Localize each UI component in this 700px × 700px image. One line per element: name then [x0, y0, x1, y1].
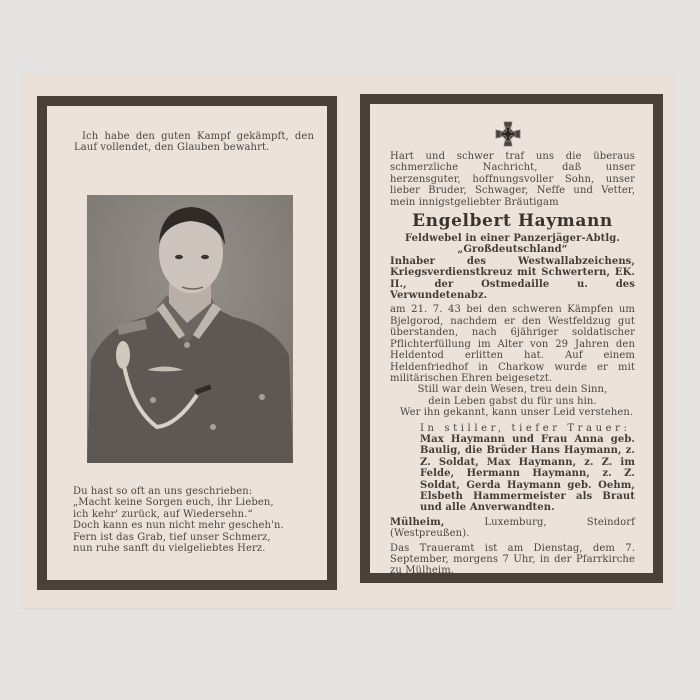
motto-text: Ich habe den guten Kampf gekämpft, den Lauf vollendet, den Glauben bewahrt. — [74, 131, 314, 154]
poem-line: Fern ist das Grab, tief unser Schmerz, — [73, 531, 271, 543]
poem-line: Doch kann es nun nicht mehr gescheh'n. — [73, 520, 284, 532]
places-rest: Luxemburg, Steindorf (Westpreußen). — [390, 516, 635, 540]
poem-line: Du hast so oft an uns geschrieben: — [73, 486, 253, 497]
death-details-paragraph: am 21. 7. 43 bei den schweren Kämpfen um Bjelgorod, nachdem er den Westfeldzug gut überstanden, nach 6jähriger soldatischer Pflichterfüllung im Alter von 29 Jahren den Heldentod erlitten hat. Auf einem Heldenfriedhof in Charkow wurde er mit militärischen Ehren beigesetzt. — [390, 304, 635, 384]
place-muelheim: Mülheim, — [390, 516, 445, 528]
mourners-list: Max Haymann und Frau Anna geb. Baulig, die Brüder Hans Haymann, z. Z. Soldat, Max Haymann, z. Z. im Felde, Hermann Haymann, z. Z. Soldat, Gerda Haymann geb. Oehm, Elsbeth Hammermeister als Braut und alle Anverwandten. — [420, 433, 635, 514]
iron-cross-icon — [495, 121, 521, 147]
unit-line: „Großdeutschland“ — [457, 244, 568, 256]
memorial-poem — [73, 486, 318, 554]
places-line — [390, 517, 635, 540]
poem-line: ich kehr' zurück, auf Wiedersehn.“ — [73, 508, 253, 520]
rank-line: Feldwebel in einer Panzerjäger-Abtlg. — [405, 233, 620, 245]
obituary-text — [390, 151, 635, 577]
portrait-image-icon — [87, 195, 293, 463]
verse-line-3: Wer ihn gekannt, kann unser Leid verstehen. — [400, 407, 634, 419]
deceased-name: Engelbert Haymann — [412, 211, 613, 232]
soldier-portrait-photo — [87, 195, 293, 463]
mourning-header: In stiller, tiefer Trauer: — [420, 422, 631, 434]
poem-line: „Macht keine Sorgen euch, ihr Lieben, — [73, 497, 274, 509]
verse-line-1: Still war dein Wesen, treu dein Sinn, — [417, 384, 608, 396]
poem-line: nun ruhe sanft du vielgeliebtes Herz. — [73, 543, 266, 555]
decorations-paragraph: Inhaber des Westwallabzeichens, Kriegsverdienstkreuz mit Schwertern, EK. II., der Ostmedaille u. des Verwundetenabz. — [390, 255, 635, 302]
bible-motto — [74, 131, 314, 154]
funeral-service-info: Das Traueramt ist am Dienstag, dem 7. September, morgens 7 Uhr, in der Pfarrkirche zu Mülheim. — [390, 542, 635, 577]
verse-line-2: dein Leben gabst du für uns hin. — [428, 395, 597, 407]
intro-paragraph: Hart und schwer traf uns die überaus schmerzliche Nachricht, daß unser herzensguter, hoffnungsvoller Sohn, unser lieber Bruder, Schwager, Neffe und Vetter, mein innigstgeliebter Bräutigam — [390, 151, 635, 208]
